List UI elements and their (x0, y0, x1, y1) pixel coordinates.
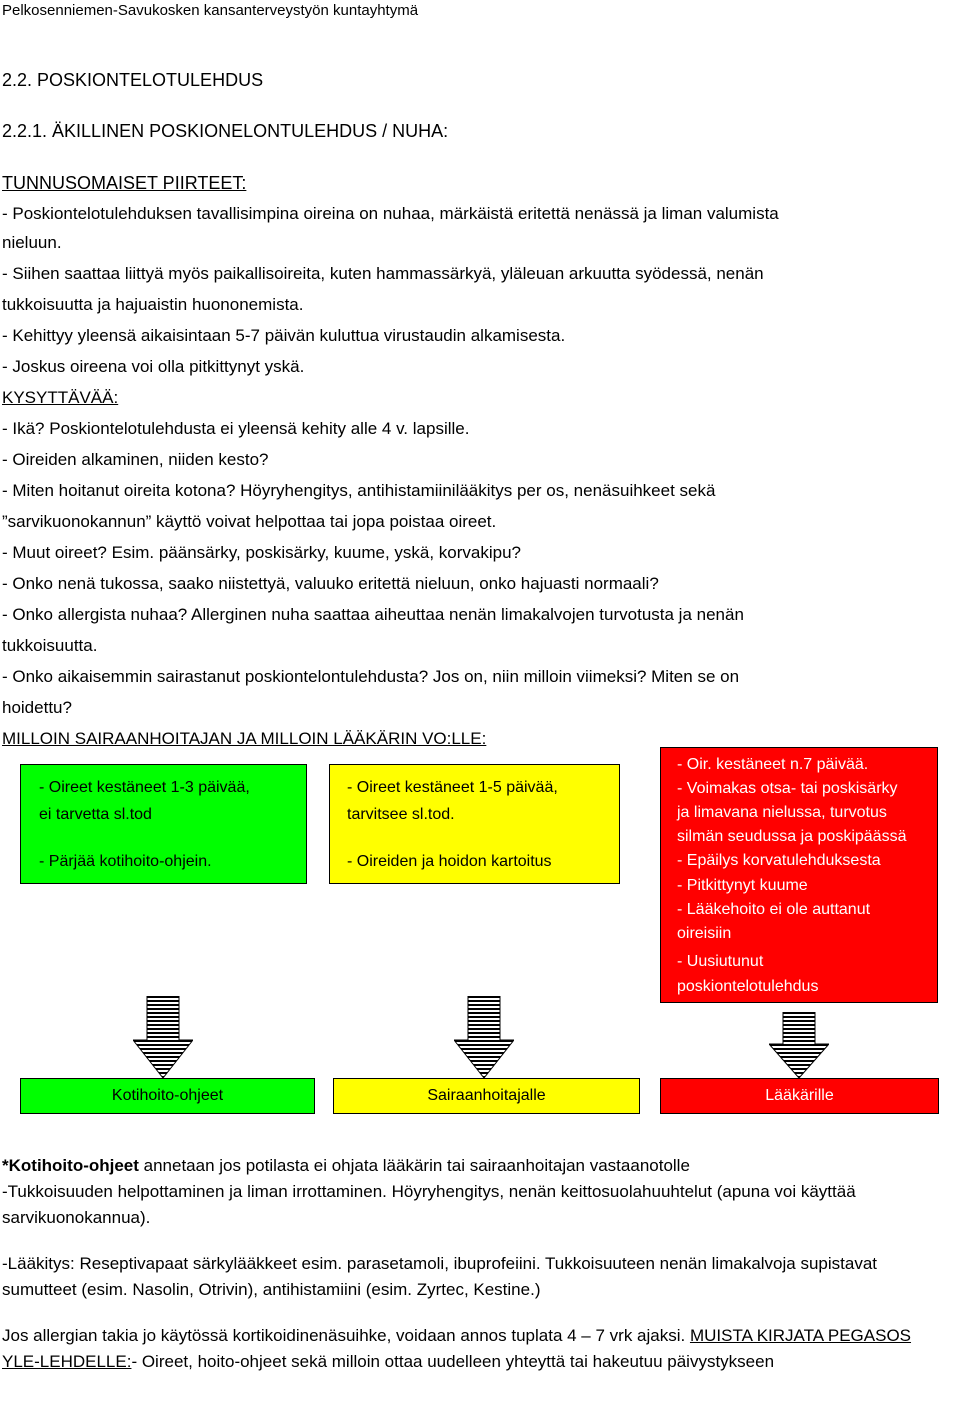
green-box-line: ei tarvetta sl.tod (39, 806, 152, 823)
question-line: ”sarvikuonokannun” käyttö voivat helpottaa tai jopa poistaa oireet. (2, 512, 497, 531)
symptoms-heading: TUNNUSOMAISET PIIRTEET: (2, 173, 247, 193)
question-line: hoidettu? (2, 698, 72, 717)
red-box-line: ja limavana nielussa, turvotus (677, 804, 887, 821)
question-line: - Miten hoitanut oireita kotona? Höyryhengitys, antihistamiinilääkitys per os, nenäsuihkeet sekä (2, 481, 716, 500)
questions-heading: KYSYTTÄVÄÄ: (2, 388, 119, 407)
red-box-line: - Epäilys korvatulehduksesta (677, 852, 881, 869)
doctor-label-box: Lääkärille (660, 1078, 939, 1114)
red-box-line: - Uusiutunut (677, 953, 764, 970)
question-line: - Ikä? Poskiontelotulehdusta ei yleensä kehity alle 4 v. lapsille. (2, 419, 470, 438)
yellow-box-line: tarvitsee sl.tod. (347, 806, 455, 823)
footer-text: Jos allergian takia jo käytössä kortikoidinenäsuihke, voidaan annos tuplata 4 – 7 vrk ajaksi. (2, 1326, 690, 1345)
reminder-underlined: MUISTA KIRJATA PEGASOS YLE-LEHDELLE: (2, 1326, 912, 1371)
question-line: - Onko nenä tukossa, saako niistettyä, valuuko eritettä nieluun, onko hajuasti normaali? (2, 574, 659, 593)
question-line: - Oireiden alkaminen, niiden kesto? (2, 450, 269, 469)
yellow-box-line: - Oireet kestäneet 1-5 päivää, (347, 779, 558, 796)
footer-paragraph: -Tukkoisuuden helpottaminen ja liman irrottaminen. Höyryhengitys, nenän keittosuolahuuhtelut (apuna voi käyttää sarvikuonokannua). (2, 1182, 856, 1227)
red-box-line: - Pitkittynyt kuume (677, 877, 808, 894)
footer-paragraph (2, 1323, 942, 1375)
home-care-label-box: Kotihoito-ohjeet (20, 1078, 315, 1114)
symptom-line: - Poskiontelotulehduksen tavallisimpina oireina on nuhaa, märkäistä eritettä nenässä ja liman valumista (2, 204, 779, 223)
question-line: tukkoisuutta. (2, 636, 98, 655)
arrow-down-icon (769, 1012, 829, 1078)
footer-paragraph: -Lääkitys: Reseptivapaat särkylääkkeet esim. parasetamoli, ibuprofeiini. Tukkoisuuteen nenän limakalvoja supistavat sumutteet (esim. Nasolin, Otrivin), antihistamiini (esim. Zyrtec, Kestine.) (2, 1254, 878, 1299)
home-care-text: annetaan jos potilasta ei ohjata lääkärin tai sairaanhoitajan vastaanotolle (138, 1156, 690, 1175)
home-care-bold: *Kotihoito-ohjeet (2, 1156, 139, 1175)
nurse-label-box: Sairaanhoitajalle (333, 1078, 640, 1114)
red-box-line: - Oir. kestäneet n.7 päivää. (677, 756, 869, 773)
arrow-down-icon (133, 996, 193, 1078)
section-title: 2.2. POSKIONTELOTULEHDUS (2, 70, 264, 90)
symptom-line: tukkoisuutta ja hajuaistin huononemista. (2, 295, 304, 314)
red-box-line: - Lääkehoito ei ole auttanut (677, 901, 871, 918)
arrow-down-icon (454, 996, 514, 1078)
symptom-line: nieluun. (2, 233, 62, 252)
red-box-line: silmän seudussa ja poskipäässä (677, 828, 907, 845)
home-care-intro (2, 1153, 942, 1179)
yellow-box-line: - Oireiden ja hoidon kartoitus (347, 853, 552, 870)
footer-text: - Oireet, hoito-ohjeet sekä milloin ottaa uudelleen yhteyttä tai hakeutuu päivystykseen (131, 1352, 775, 1371)
red-box-line: oireisiin (677, 925, 732, 942)
green-box-line: - Oireet kestäneet 1-3 päivää, (39, 779, 250, 796)
red-box-line: - Voimakas otsa- tai poskisärky (677, 780, 898, 797)
symptom-line: - Kehittyy yleensä aikaisintaan 5-7 päivän kuluttua virustaudin alkamisesta. (2, 326, 566, 345)
symptom-line: - Joskus oireena voi olla pitkittynyt yskä. (2, 357, 305, 376)
header-org: Pelkosenniemen-Savukosken kansanterveystyön kuntayhtymä (2, 2, 419, 19)
symptom-line: - Siihen saattaa liittyä myös paikallisoireita, kuten hammassärkyä, yläleuan arkuutta syödessä, nenän (2, 264, 764, 283)
triage-yellow-box (329, 764, 620, 884)
question-line: - Onko allergista nuhaa? Allerginen nuha saattaa aiheuttaa nenän limakalvojen turvotusta ja nenän (2, 605, 744, 624)
triage-green-box (20, 764, 307, 884)
green-box-line: - Pärjää kotihoito-ohjein. (39, 853, 212, 870)
triage-heading: MILLOIN SAIRAANHOITAJAN JA MILLOIN LÄÄKÄRIN VO:LLE: (2, 729, 487, 748)
red-box-line: poskiontelotulehdus (677, 978, 819, 995)
question-line: - Onko aikaisemmin sairastanut poskiontelontulehdusta? Jos on, niin milloin viimeksi? Miten se on (2, 667, 740, 686)
question-line: - Muut oireet? Esim. päänsärky, poskisärky, kuume, yskä, korvakipu? (2, 543, 522, 562)
footer (2, 1153, 942, 1375)
subsection-title: 2.2.1. ÄKILLINEN POSKIONELONTULEHDUS / NUHA: (2, 121, 449, 141)
triage-red-box (660, 747, 938, 1003)
